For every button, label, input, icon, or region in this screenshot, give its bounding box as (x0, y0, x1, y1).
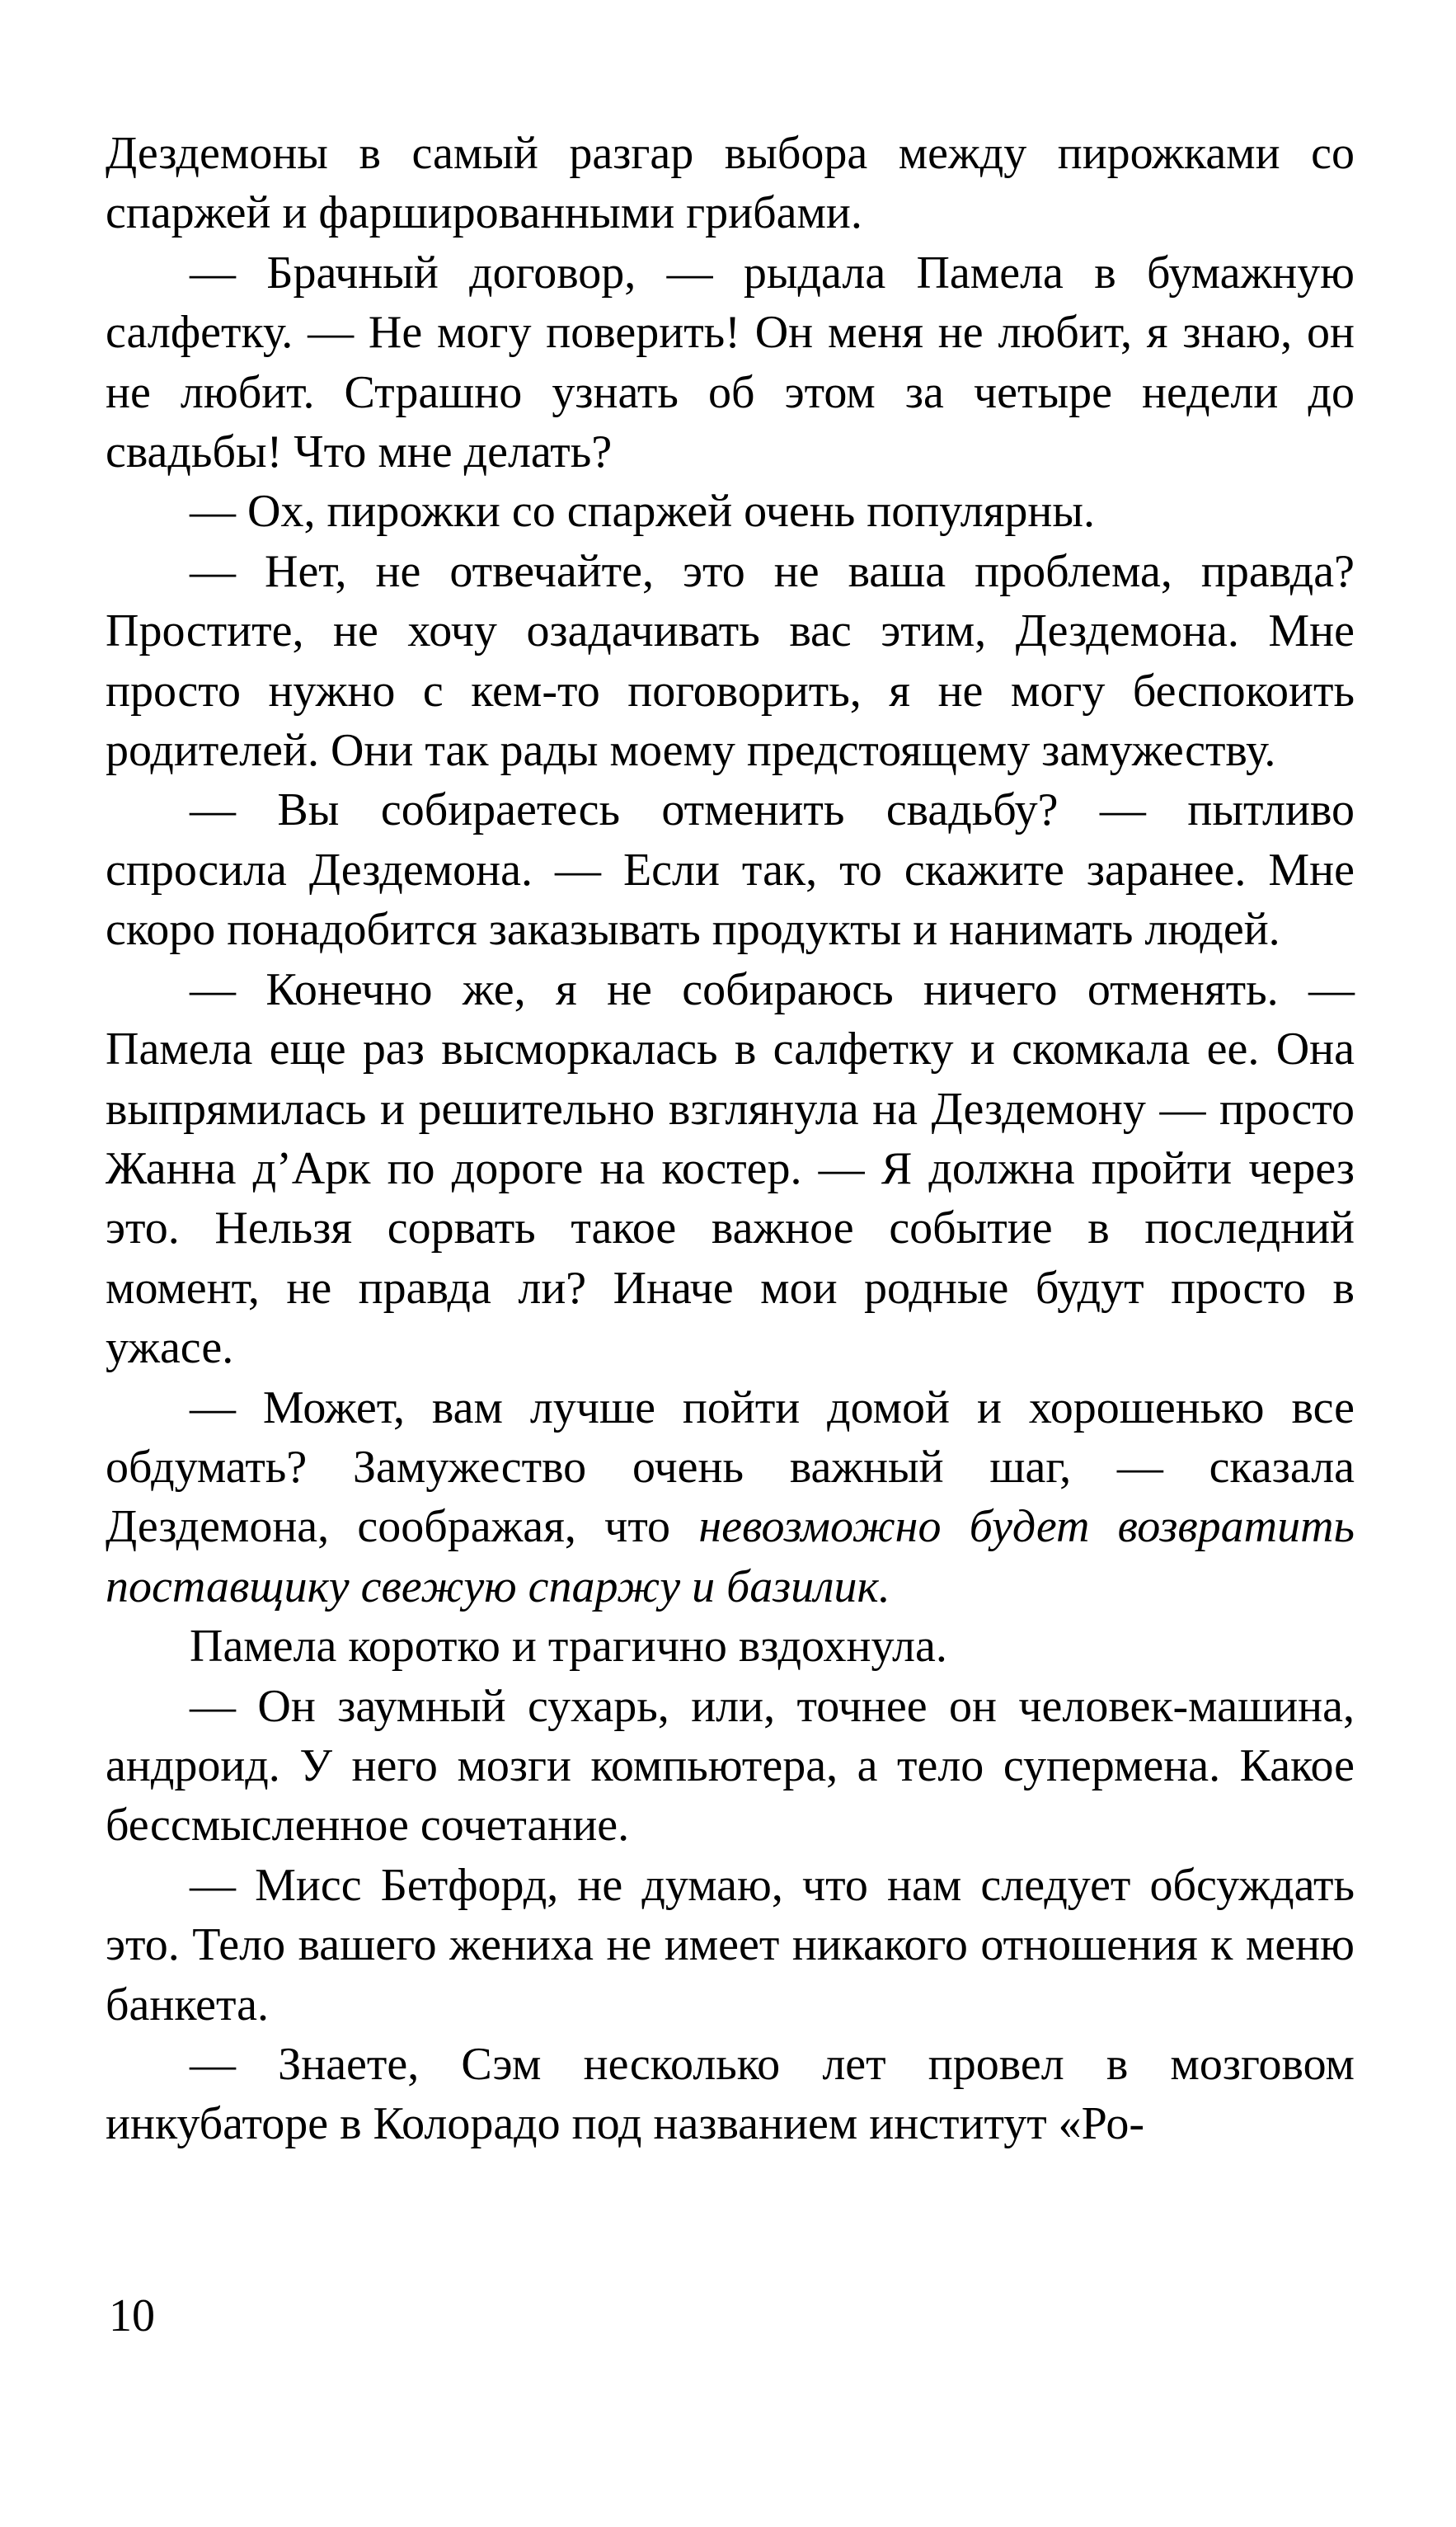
paragraph: — Вы собираетесь отменить свадьбу? — пытливо спросила Дездемона. — Если так, то скажите заранее. Мне скоро понадобится заказывать продукты и нанимать людей. (106, 784, 1355, 956)
page-number: 10 (109, 2290, 155, 2341)
paragraph: — Брачный договор, — рыдала Памела в бумажную салфетку. — Не могу поверить! Он меня не любит, я знаю, он не любит. Страшно узнать об этом за четыре недели до свадьбы! Что мне делать? (106, 247, 1355, 478)
paragraph: — Он заумный сухарь, или, точнее он человек-машина, андроид. У него мозги компьютера, а тело супермена. Какое бессмысленное сочетание. (106, 1680, 1355, 1852)
paragraph: Памела коротко и трагично вздохнула. (190, 1621, 947, 1673)
paragraph: — Конечно же, я не собираюсь ничего отменять. — Памела еще раз высморкалась в салфетку и скомкала ее. Она выпрямилась и решительно взглянула на Дездемону — просто Жанна д’Арк по дороге на костер. — Я должна пройти через это. Нельзя сорвать такое важное событие в последний момент, не правда ли? Иначе мои родные будут просто в ужасе. (106, 963, 1355, 1374)
paragraph (106, 1378, 1355, 1617)
paragraph: — Знаете, Сэм несколько лет провел в мозговом инкубаторе в Колорадо под названием институт «Ро- (106, 2039, 1355, 2150)
page-body-text (106, 124, 1355, 2154)
paragraph: — Нет, не отвечайте, это не ваша проблема, правда? Простите, не хочу озадачивать вас этим, Дездемона. Мне просто нужно с кем-то поговорить, я не могу беспокоить родителей. Они так рады моему предстоящему замужеству. (106, 545, 1355, 777)
paragraph-text: — Может, вам лучше пойти домой и хорошенько все обдумать? Замужество очень важный шаг, — сказала Дездемона, соображая, что (106, 1381, 1355, 1553)
paragraph: Дездемоны в самый разгар выбора между пирожками со спаржей и фаршированными грибами. (106, 128, 1355, 239)
italic-text: невозможно будет возвратить поставщику свежую спаржу и базилик. (106, 1501, 1355, 1612)
paragraph: — Мисс Бетфорд, не думаю, что нам следует обсуждать это. Тело вашего жениха не имеет никакого отношения к меню банкета. (106, 1859, 1355, 2031)
paragraph: — Ох, пирожки со спаржей очень популярны. (190, 486, 1096, 538)
